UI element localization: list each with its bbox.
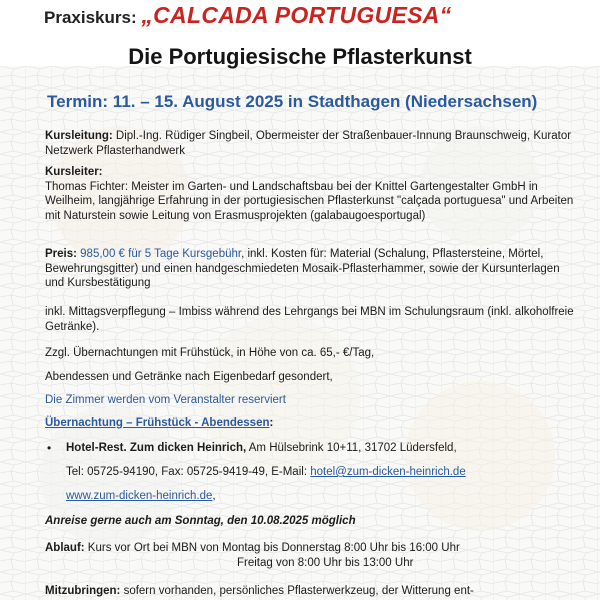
kursleiter-label: Kursleiter:: [45, 166, 103, 178]
kursleitung-section: [45, 129, 575, 158]
hotel-heading: Übernachtung – Frühstück - Abendessen: [45, 417, 270, 429]
hotel-name: Hotel-Rest. Zum dicken Heinrich,: [66, 442, 247, 454]
kursleiter-section: [45, 165, 575, 223]
hotel-website-line: [66, 489, 576, 504]
kursleitung-label: Kursleitung:: [45, 130, 113, 142]
course-title-line: [44, 2, 451, 29]
course-title: „CALCADA PORTUGUESA“: [141, 2, 452, 28]
schedule-section: [45, 541, 575, 570]
schedule-line-1: Kurs vor Ort bei MBN von Montag bis Donnerstag 8:00 Uhr bis 16:00 Uhr: [84, 542, 460, 554]
hotel-heading-colon: :: [269, 417, 274, 429]
bring-along-section: [45, 584, 575, 599]
price-amount: 985,00 € für 5 Tage Kursgebühr: [76, 248, 242, 260]
bring-along-label: Mitzubringen:: [45, 585, 121, 597]
dinner-note: Abendessen und Getränke nach Eigenbedarf gesondert,: [45, 371, 333, 383]
lunch-note: inkl. Mittagsverpflegung – Imbiss während des Lehrgangs bei MBN im Schulungsraum (inkl. alkoholfreie Getränke).: [45, 306, 574, 333]
hotel-address: Am Hülsebrink 10+11, 31702 Lüdersfeld,: [246, 442, 457, 454]
date-location-heading: Termin: 11. – 15. August 2025 in Stadthagen (Niedersachsen): [47, 92, 538, 111]
price-section: [45, 247, 575, 291]
hotel-email-link[interactable]: hotel@zum-dicken-heinrich.de: [310, 466, 466, 478]
hotel-line: [66, 441, 576, 456]
hotel-website-suffix: ,: [212, 490, 216, 502]
kursleitung-text: Dipl.-Ing. Rüdiger Singbeil, Obermeister der Straßenbauer-Innung Braunschweig, Kurator Netzwerk Pflasterhandwerk: [45, 130, 572, 157]
accommodation-note: Zzgl. Übernachtungen mit Frühstück, in Höhe von ca. 65,- €/Tag,: [45, 347, 375, 359]
hotel-contact-line: [66, 465, 576, 480]
price-text: , inkl. Kosten für: Material (Schalung, Pflastersteine, Mörtel, Bewehrungsgitter) und einen handgeschmiedeten Mosaik-Pflasterhammer, sowie der Kursunterlagen und Kursbestätigung: [45, 248, 560, 289]
schedule-line-2: Freitag von 8:00 Uhr bis 13:00 Uhr: [237, 556, 414, 569]
subtitle: Die Portugiesische Pflasterkunst: [128, 44, 472, 69]
course-prefix: Praxiskurs:: [44, 8, 142, 27]
hotel-website-link[interactable]: www.zum-dicken-heinrich.de: [66, 490, 213, 502]
price-label: Preis:: [45, 248, 77, 260]
hotel-bullet: •: [47, 441, 52, 455]
arrival-note: Anreise gerne auch am Sonntag, den 10.08.2025 möglich: [45, 515, 356, 527]
rooms-note: Die Zimmer werden vom Veranstalter reserviert: [45, 394, 286, 406]
hotel-contact: Tel: 05725-94190, Fax: 05725-9419-49, E-Mail:: [66, 466, 311, 478]
hotel-heading-line: [45, 416, 575, 431]
kursleiter-text: Thomas Fichter: Meister im Garten- und Landschaftsbau bei der Knittel Gartengestalter GmbH in Weilheim, langjährige Erfahrung in der portugiesischen Pflasterkunst "calçada portuguesa" und Arbeiten mit Naturstein sowie Leitung von Erasmusprojekten (galabaugoesportugal): [45, 180, 574, 222]
schedule-label: Ablauf:: [45, 542, 85, 554]
bring-along-text: sofern vorhanden, persönliches Pflasterwerkzeug, der Witterung ent-: [120, 585, 474, 597]
